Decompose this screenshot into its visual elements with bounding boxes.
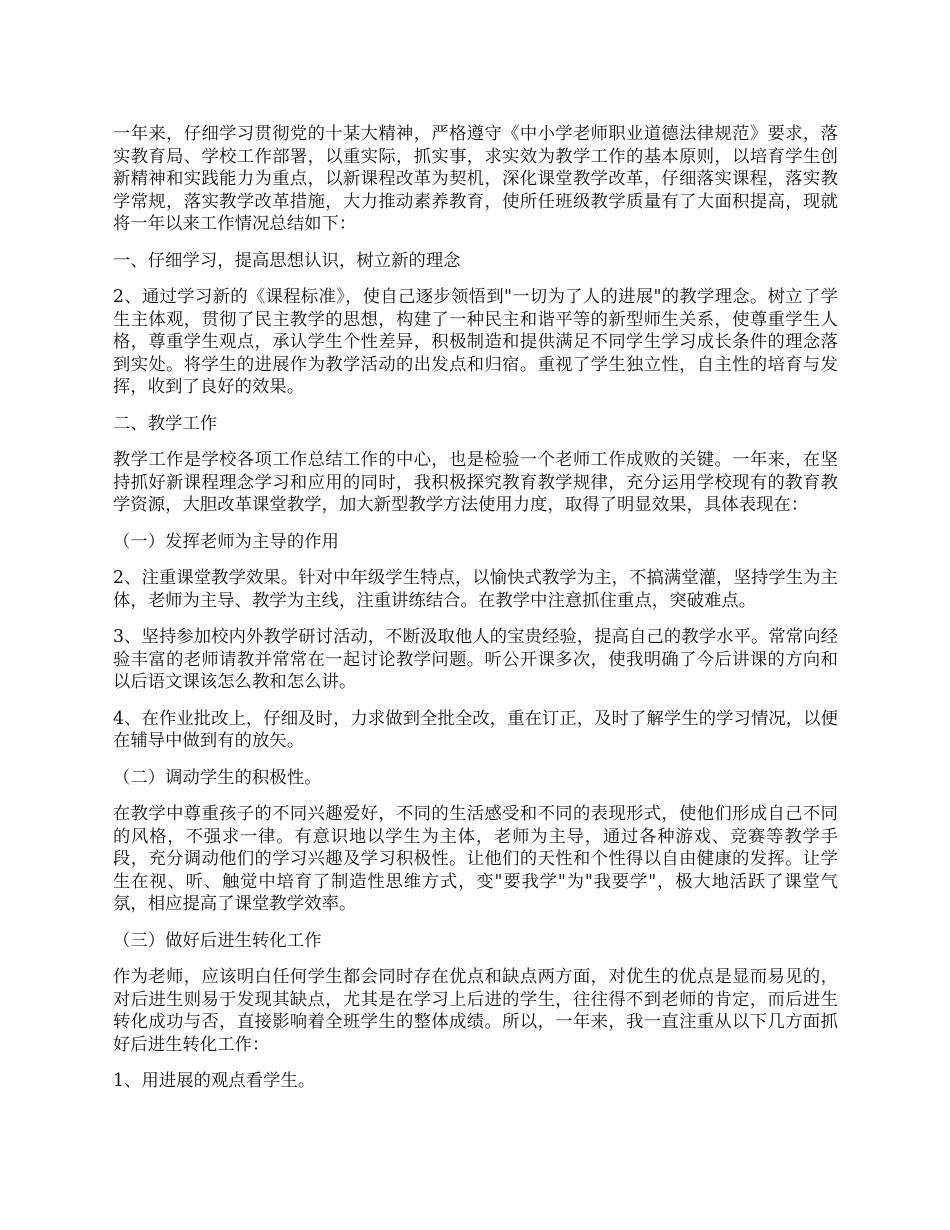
paragraph-intro: 一年来，仔细学习贯彻党的十某大精神，严格遵守《中小学老师职业道德法律规范》要求，落实教育局、学校工作部署，以重实际，抓实事，求实效为教学工作的基本原则，以培育学生创新精神和实践能力为重点，以新课程改革为契机，深化课堂教学改革，仔细落实课程，落实教学常规，落实教学改革措施，大力推动素养教育，使所任班级教学质量有了大面积提高，现就将一年以来工作情况总结如下： [113, 124, 838, 234]
document-page [113, 123, 838, 1107]
paragraph-underachievers: 作为老师，应该明白任何学生都会同时存在优点和缺点两方面，对优生的优点是显而易见的，对后进生则易于发现其缺点，尤其是在学习上后进的学生，往往得不到老师的肯定，而后进生转化成功与否，直接影响着全班学生的整体成绩。所以，一年来，我一直注重从以下几方面抓好后进生转化工作： [113, 967, 838, 1055]
paragraph-classroom-effect: 2、注重课堂教学效果。针对中年级学生特点，以愉快式教学为主，不搞满堂灌，坚持学生为主体，老师为主导、教学为主线，注重讲练结合。在教学中注意抓住重点，突破难点。 [113, 568, 838, 611]
paragraph-development-view: 1、用进展的观点看学生。 [113, 1071, 316, 1091]
paragraph-research-activities: 3、坚持参加校内外教学研讨活动，不断汲取他人的宝贵经验，提高自己的教学水平。常常向经验丰富的老师请教并常常在一起讨论教学问题。听公开课多次，使我明确了今后讲课的方向和以后语文课该怎么教和怎么讲。 [113, 627, 838, 692]
section-heading-2: 二、教学工作 [113, 413, 218, 434]
paragraph-teaching-work: 教学工作是学校各项工作总结工作的中心，也是检验一个老师工作成败的关键。一年来，在坚持抓好新课程理念学习和应用的同时，我积极探究教育教学规律，充分运用学校现有的教育教学资源，大胆改革课堂教学，加大新型教学方法使用力度，取得了明显效果，具体表现在： [113, 450, 838, 515]
section-heading-1: 一、仔细学习，提高思想认识，树立新的理念 [113, 250, 461, 271]
paragraph-curriculum-standard: 2、通过学习新的《课程标准》，使自己逐步领悟到"一切为了人的进展"的教学理念。树立了学生主体观，贯彻了民主教学的思想，构建了一种民主和谐平等的新型师生关系，使尊重学生人格，尊重学生观点，承认学生个性差异，积极制造和提供满足不同学生学习成长条件的理念落到实处。将学生的进展作为教学活动的出发点和归宿。重视了学生独立性，自主性的培育与发挥，收到了良好的效果。 [113, 287, 838, 397]
paragraph-student-interest: 在教学中尊重孩子的不同兴趣爱好，不同的生活感受和不同的表现形式，使他们形成自己不同的风格，不强求一律。有意识地以学生为主体，老师为主导，通过各种游戏、竞赛等教学手段，充分调动他们的学习兴趣及学习积极性。让他们的天性和个性得以自由健康的发挥。让学生在视、听、触觉中培育了制造性思维方式，变"要我学"为"我要学"，极大地活跃了课堂气氛，相应提高了课堂教学效率。 [113, 804, 838, 914]
paragraph-homework-correction: 4、在作业批改上，仔细及时，力求做到全批全改，重在订正，及时了解学生的学习情况，以便在辅导中做到有的放矢。 [113, 708, 838, 751]
subsection-heading-2: （二）调动学生的积极性。 [113, 767, 322, 788]
subsection-heading-1: （一）发挥老师为主导的作用 [113, 531, 339, 552]
subsection-heading-3: （三）做好后进生转化工作 [113, 930, 322, 951]
